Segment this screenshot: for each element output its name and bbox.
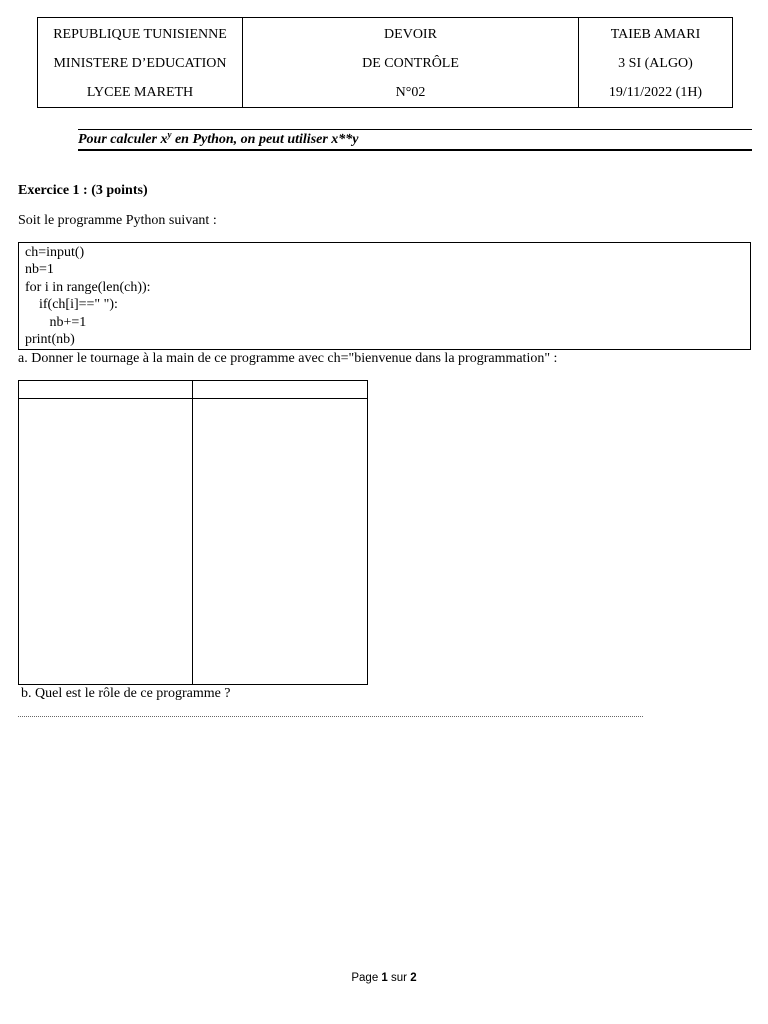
question-b: b. Quel est le rôle de ce programme ? <box>21 686 231 701</box>
exam-type-line1: DEVOIR <box>384 27 437 42</box>
code-line: print(nb) <box>25 331 75 347</box>
code-line: for i in range(len(ch)): <box>25 279 151 295</box>
exam-number: N°02 <box>395 85 426 100</box>
footer-page-total: 2 <box>410 972 417 984</box>
note-prefix: Pour calculer x <box>78 132 168 147</box>
trace-table <box>18 380 368 685</box>
trace-answer-cell <box>19 399 193 685</box>
answer-dotted-line <box>18 716 643 718</box>
class-name: 3 SI (ALGO) <box>618 56 693 71</box>
code-line: if(ch[i]==" "): <box>25 297 118 313</box>
note-superscript: y <box>167 129 172 140</box>
header-right-cell <box>579 18 733 108</box>
footer-page-current: 1 <box>381 972 388 984</box>
trace-header-cell <box>19 381 193 399</box>
code-box <box>18 242 751 350</box>
teacher-name: TAIEB AMARI <box>610 27 701 42</box>
header-left-cell <box>38 18 243 108</box>
exam-type-line2: DE CONTRÔLE <box>362 56 459 71</box>
code-line: ch=input() <box>25 245 85 260</box>
trace-table-body-row <box>19 399 368 685</box>
exercise-intro: Soit le programme Python suivant : <box>18 213 217 228</box>
trace-header-cell <box>193 381 368 399</box>
exam-date: 19/11/2022 (1H) <box>608 85 703 100</box>
footer-page-word: Page <box>351 972 379 984</box>
question-a: a. Donner le tournage à la main de ce programme avec ch="bienvenue dans la programmation" : <box>18 351 558 366</box>
python-power-note <box>78 129 752 151</box>
trace-table-header-row <box>19 381 368 399</box>
school-name: LYCEE MARETH <box>86 85 194 100</box>
ministry-name: MINISTERE D’EDUCATION <box>53 56 227 71</box>
exercise-title: Exercice 1 : (3 points) <box>18 183 148 198</box>
trace-answer-cell <box>193 399 368 685</box>
country-name: REPUBLIQUE TUNISIENNE <box>53 27 227 42</box>
code-line: nb=1 <box>25 262 54 278</box>
page-footer <box>0 972 768 984</box>
code-line: nb+=1 <box>25 314 87 330</box>
header-center-cell <box>243 18 579 108</box>
header-table <box>37 17 733 108</box>
footer-sur-word: sur <box>391 972 408 984</box>
note-suffix: en Python, on peut utiliser x**y <box>171 132 359 147</box>
